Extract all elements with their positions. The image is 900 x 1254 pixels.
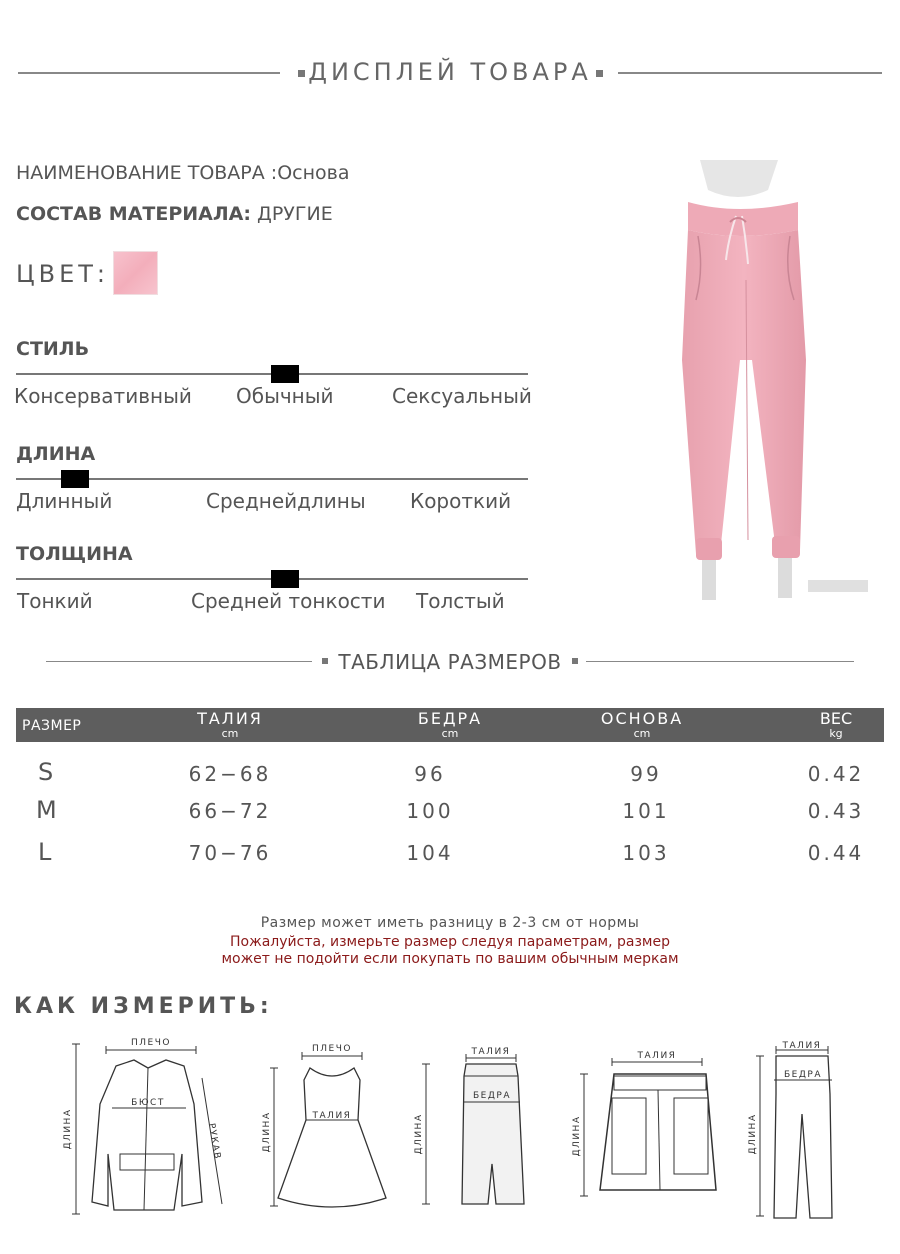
product-name-row (16, 162, 350, 184)
style-marker (271, 365, 299, 383)
header-size: РАЗМЕР (22, 718, 82, 734)
style-title: СТИЛЬ (16, 338, 90, 360)
length-marker (61, 470, 89, 488)
row-size: M (36, 796, 57, 824)
material-label: СОСТАВ МАТЕРИАЛА: (16, 203, 251, 225)
product-image (668, 160, 884, 606)
length-label-3: ДЛИНА (414, 1113, 424, 1155)
length-label-5: ДЛИНА (748, 1113, 758, 1155)
row-hips: 104 (406, 841, 454, 865)
color-label: ЦВЕТ: (16, 260, 110, 288)
length-option-2: Среднейдлины (206, 489, 366, 513)
size-rule-right (586, 661, 854, 662)
sleeve-label: РУКАВ (205, 1122, 223, 1161)
trousers-measure-diagram (746, 1034, 842, 1224)
row-waist: 70−76 (188, 841, 272, 865)
size-table-header (16, 708, 884, 742)
note-warning-1: Пожалуйста, измерьте размер следуя параметрам, размер (230, 934, 670, 950)
waist-label-4: ТАЛИЯ (782, 1041, 822, 1051)
style-option-1: Консервативный (14, 384, 192, 408)
row-hips: 100 (406, 799, 454, 823)
header-waist: ТАЛИЯ cm (197, 709, 263, 740)
thickness-option-2: Средней тонкости (191, 589, 386, 613)
length-label-2: ДЛИНА (262, 1111, 272, 1153)
waist-label-3: ТАЛИЯ (637, 1051, 677, 1061)
row-hips: 96 (414, 762, 446, 786)
waist-label-2: ТАЛИЯ (471, 1047, 511, 1057)
header-rule-right (618, 72, 882, 74)
row-length: 101 (622, 799, 670, 823)
row-length: 103 (622, 841, 670, 865)
hips-label: БЕДРА (473, 1091, 511, 1101)
header-square-right (596, 70, 603, 77)
length-label-4: ДЛИНА (572, 1115, 582, 1157)
header-weight: ВЕС kg (819, 709, 853, 740)
row-waist: 66−72 (188, 799, 272, 823)
shoulder-label: ПЛЕЧО (131, 1038, 171, 1048)
shoulder-label-2: ПЛЕЧО (312, 1044, 352, 1054)
product-name-label: НАИМЕНОВАНИЕ ТОВАРА : (16, 162, 278, 184)
row-size: S (38, 758, 54, 786)
hips-label-2: БЕДРА (784, 1070, 822, 1080)
note-warning-2: может не подойти если покупать по вашим обычным меркам (221, 951, 679, 967)
how-to-measure-title: КАК ИЗМЕРИТЬ: (14, 994, 273, 1019)
size-square-right (572, 658, 578, 664)
product-name-value: Основа (277, 162, 350, 184)
material-row (16, 203, 333, 225)
row-size: L (38, 838, 52, 866)
length-option-3: Короткий (410, 489, 512, 513)
page-title: ДИСПЛЕЙ ТОВАРА (308, 58, 592, 86)
skirt-measure-diagram (412, 1044, 542, 1214)
row-weight: 0.42 (807, 762, 865, 786)
thickness-marker (271, 570, 299, 588)
jacket-measure-diagram (56, 1034, 240, 1224)
note-tolerance: Размер может иметь разницу в 2-3 см от нормы (260, 915, 640, 931)
style-option-3: Сексуальный (392, 384, 532, 408)
header-hips: БЕДРА cm (417, 709, 483, 740)
dress-measure-diagram (260, 1040, 400, 1216)
row-weight: 0.44 (807, 841, 865, 865)
size-table-title: ТАБЛИЦА РАЗМЕРОВ (338, 650, 562, 674)
color-swatch (113, 251, 158, 295)
waist-label: ТАЛИЯ (312, 1111, 352, 1121)
length-title: ДЛИНА (16, 443, 96, 465)
header-length: ОСНОВА cm (600, 709, 684, 740)
row-waist: 62−68 (188, 762, 272, 786)
bust-label: БЮСТ (131, 1098, 165, 1108)
thickness-option-3: Толстый (416, 589, 505, 613)
shorts-measure-diagram (570, 1046, 740, 1206)
length-scale-line (16, 478, 528, 480)
material-value: ДРУГИЕ (250, 203, 333, 225)
thickness-title: ТОЛЩИНА (16, 543, 133, 565)
row-weight: 0.43 (807, 799, 865, 823)
style-option-2: Обычный (236, 384, 334, 408)
length-option-1: Длинный (16, 489, 113, 513)
thickness-option-1: Тонкий (17, 589, 93, 613)
row-length: 99 (630, 762, 662, 786)
length-label: ДЛИНА (63, 1108, 73, 1150)
